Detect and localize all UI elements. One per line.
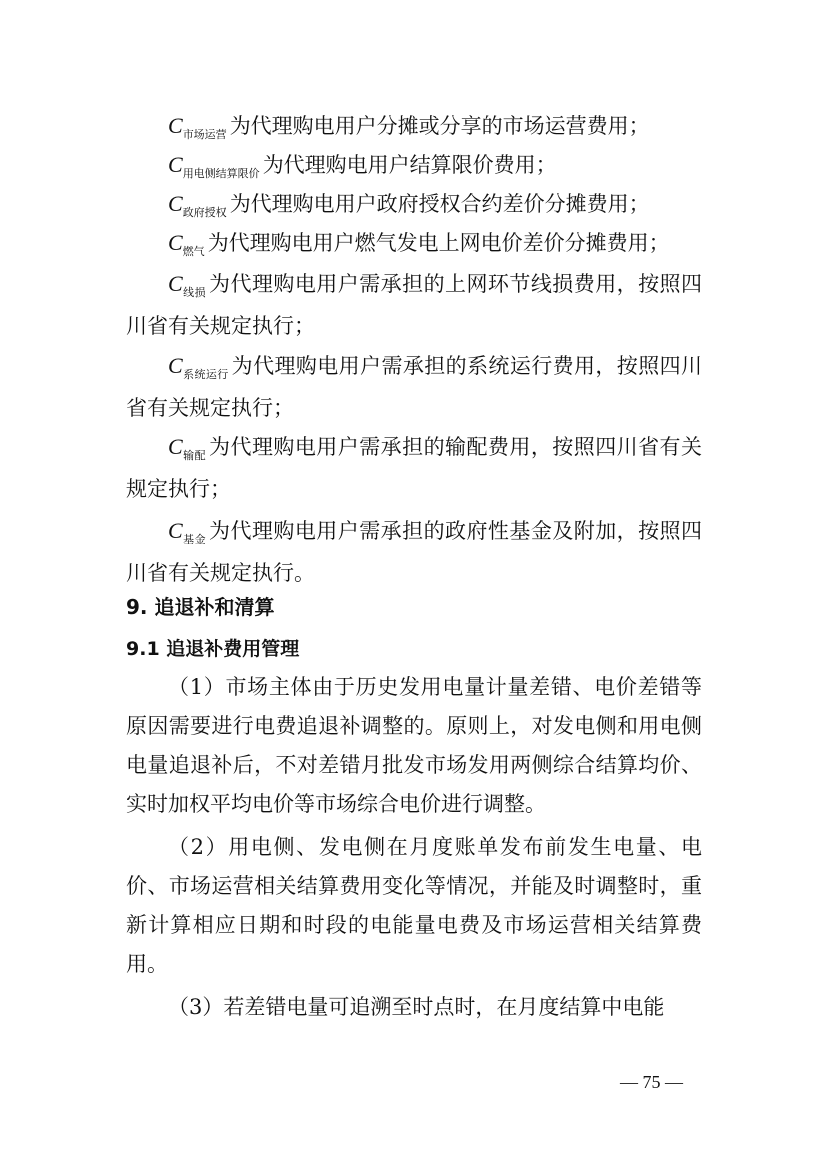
- definition-item: $C_{市场运营}$ 为代理购电用户分摊或分享的市场运营费用；: [168, 113, 650, 141]
- definition-item: $C_{燃气}$ 为代理购电用户燃气发电上网电价差价分摊费用；: [168, 230, 670, 258]
- body-paragraph: （2）用电侧、发电侧在月度账单发布前发生电量、电价、市场运营相关结算费用变化等情况，并能及时调整时，重新计算相应日期和时段的电能量电费及市场运营相关结算费用。: [126, 835, 702, 976]
- definition-item: $C_{用电侧结算限价}$ 为代理购电用户结算限价费用；: [168, 152, 557, 180]
- section-heading: 9. 追退补和清算: [126, 595, 275, 619]
- definition-item: $C_{政府授权}$ 为代理购电用户政府授权合约差价分摊费用；: [168, 191, 650, 219]
- definition-item: $C_{基金}$ 为代理购电用户需承担的政府性基金及附加，按照四川省有关规定执行。: [126, 518, 702, 585]
- definition-item: $C_{系统运行}$ 为代理购电用户需承担的系统运行费用，按照四川省有关规定执行；: [126, 353, 702, 420]
- subsection-heading: 9.1 追退补费用管理: [126, 638, 300, 660]
- body-paragraph: （3）若差错电量可追溯至时点时，在月度结算中电能: [168, 995, 665, 1019]
- page-number: — 75 —: [620, 1072, 683, 1092]
- body-paragraph: （1）市场主体由于历史发用电量计量差错、电价差错等原因需要进行电费追退补调整的。原则上，对发电侧和用电侧电量追退补后，不对差错月批发市场发用两侧综合结算均价、实时加权平均电价等市场综合电价进行调整。: [126, 675, 702, 816]
- definition-item: $C_{线损}$ 为代理购电用户需承担的上网环节线损费用，按照四川省有关规定执行；: [126, 271, 702, 338]
- definition-item: $C_{输配}$ 为代理购电用户需承担的输配费用，按照四川省有关规定执行；: [126, 434, 702, 501]
